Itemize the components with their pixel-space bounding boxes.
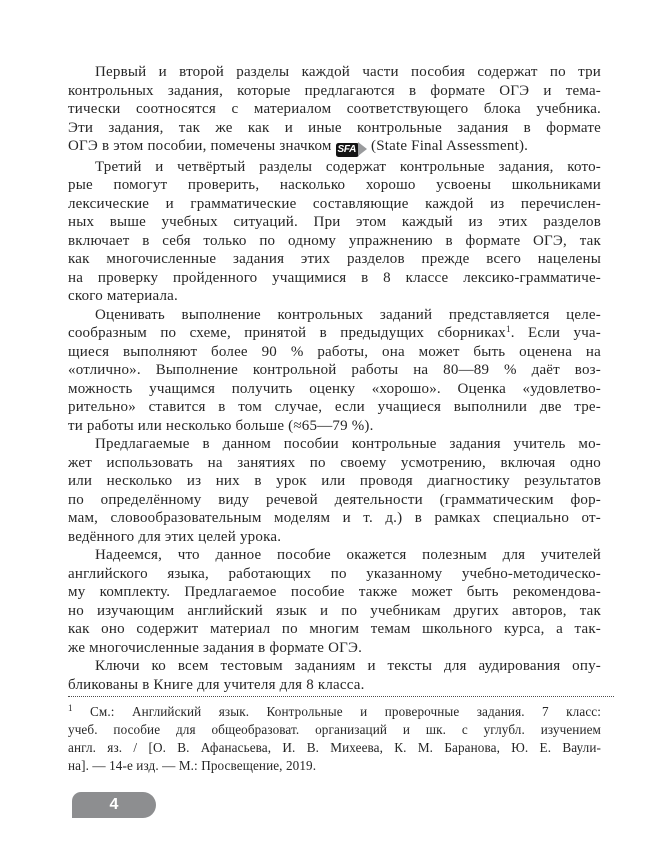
text-line: Ключи ко всем тестовым заданиям и тексты для аудирования опу- <box>95 658 601 674</box>
text-line: Предлагаемые в данном пособии контрольные задания учитель мо- <box>95 436 601 452</box>
text-line: бликованы в Книге для учителя для 8 класса. <box>68 676 365 693</box>
paragraph <box>68 657 601 694</box>
text-line: контрольных задания, которые предлагаются в формате ОГЭ и тема- <box>68 82 601 99</box>
paragraph <box>68 435 601 546</box>
text-line: ского материала. <box>68 288 178 304</box>
text-line: му комплекту. Предлагаемое пособие также может быть рекомендова- <box>68 584 601 600</box>
page-number: 4 <box>109 796 119 813</box>
text-line: Надеемся, что данное пособие окажется полезным для учителей <box>95 547 601 563</box>
text-line: ных выше учебных ситуаций. При этом каждый из этих разделов <box>68 214 601 230</box>
text-line: как оно содержит материал по многим темам школьного курса, а так- <box>68 621 601 637</box>
text-line: на проверку пройденного учащимися в 8 классе лексико-грамматиче- <box>68 269 601 286</box>
paragraph <box>68 306 601 436</box>
text-line: ОГЭ в этом пособии, помечены значком SFA (State Final Assessment). <box>68 137 601 158</box>
text-line: рые помогут проверить, насколько хорошо усвоены школьниками <box>68 177 601 193</box>
text-line: тически соотносятся с материалом соответствующего блока учебника. <box>68 101 601 117</box>
arrow-right-icon <box>358 142 367 156</box>
text-line: щиеся выполняют более 90 % работы, она может быть оценена на <box>68 343 601 360</box>
text-line: включает в себя только по одному упражнению в формате ОГЭ, так <box>68 232 601 249</box>
paragraph <box>68 158 601 306</box>
text-line: лексические и грамматические составляющие каждой из перечислен- <box>68 195 601 212</box>
text-line: ти работы или несколько больше (≈65—79 %). <box>68 417 374 434</box>
text-line: ведённого для этих целей урока. <box>68 528 282 545</box>
text-line: рительно» ставится в том случае, если учащиеся выполнили две тре- <box>68 399 601 415</box>
text-line: жет использовать на занятиях по своему усмотрению, включая одно <box>68 454 601 471</box>
paragraph <box>68 63 601 158</box>
sfa-badge-label: SFA <box>336 143 360 157</box>
text-line: по определённому виду речевой деятельности (грамматическим фор- <box>68 491 601 508</box>
text-line: мам, словообразовательным моделям и т. д.) в рамках специально от- <box>68 510 601 526</box>
text-line: или несколько из них в урок или проводя диагностику результатов <box>68 473 601 489</box>
text-line: но изучающим английский язык и по учебникам других авторов, так <box>68 602 601 619</box>
text-line: на]. — 14-е изд. — М.: Просвещение, 2019. <box>68 758 317 773</box>
text-line: англ. яз. / [О. В. Афанасьева, И. В. Михеева, К. М. Баранова, Ю. Е. Ваули- <box>68 740 601 755</box>
text-line: учеб. пособие для общеобразоват. организаций и шк. с углубл. изучением <box>68 722 601 737</box>
text-line: английского языка, работающих по указанному учебно-методическо- <box>68 565 601 582</box>
text-line: как многочисленные задания этих разделов прежде всего нацелены <box>68 251 601 267</box>
page-number-badge <box>72 792 156 818</box>
text-line: $^1$ См.: Английский язык. Контрольные и проверочные задания. 7 класс: <box>68 703 601 719</box>
text-line: Эти задания, так же как и иные контрольные задания в формате <box>68 119 601 136</box>
text-line: «отлично». Выполнение контрольной работы на 80—89 % даёт воз- <box>68 362 601 378</box>
text-line: Оценивать выполнение контрольных заданий представляется целе- <box>95 306 601 323</box>
footnote <box>68 703 601 775</box>
footnote-separator <box>68 696 614 697</box>
text-line: можность учащимся получить оценку «хорошо». Оценка «удовлетво- <box>68 380 601 397</box>
text-line: же многочисленные задания в формате ОГЭ. <box>68 639 363 656</box>
paragraph <box>68 546 601 657</box>
text-line: сообразным по схеме, принятой в предыдущих сборниках$^1$. Если уча- <box>68 324 601 341</box>
text-line: Третий и четвёртый разделы содержат контрольные задания, кото- <box>95 158 601 175</box>
footnote-ref: 1 <box>68 703 73 713</box>
text-block <box>68 63 601 775</box>
text-line: Первый и второй разделы каждой части пособия содержат по три <box>95 64 601 80</box>
footnote-ref: 1 <box>506 324 511 334</box>
body-paragraphs <box>68 63 601 694</box>
sfa-badge <box>336 139 368 158</box>
